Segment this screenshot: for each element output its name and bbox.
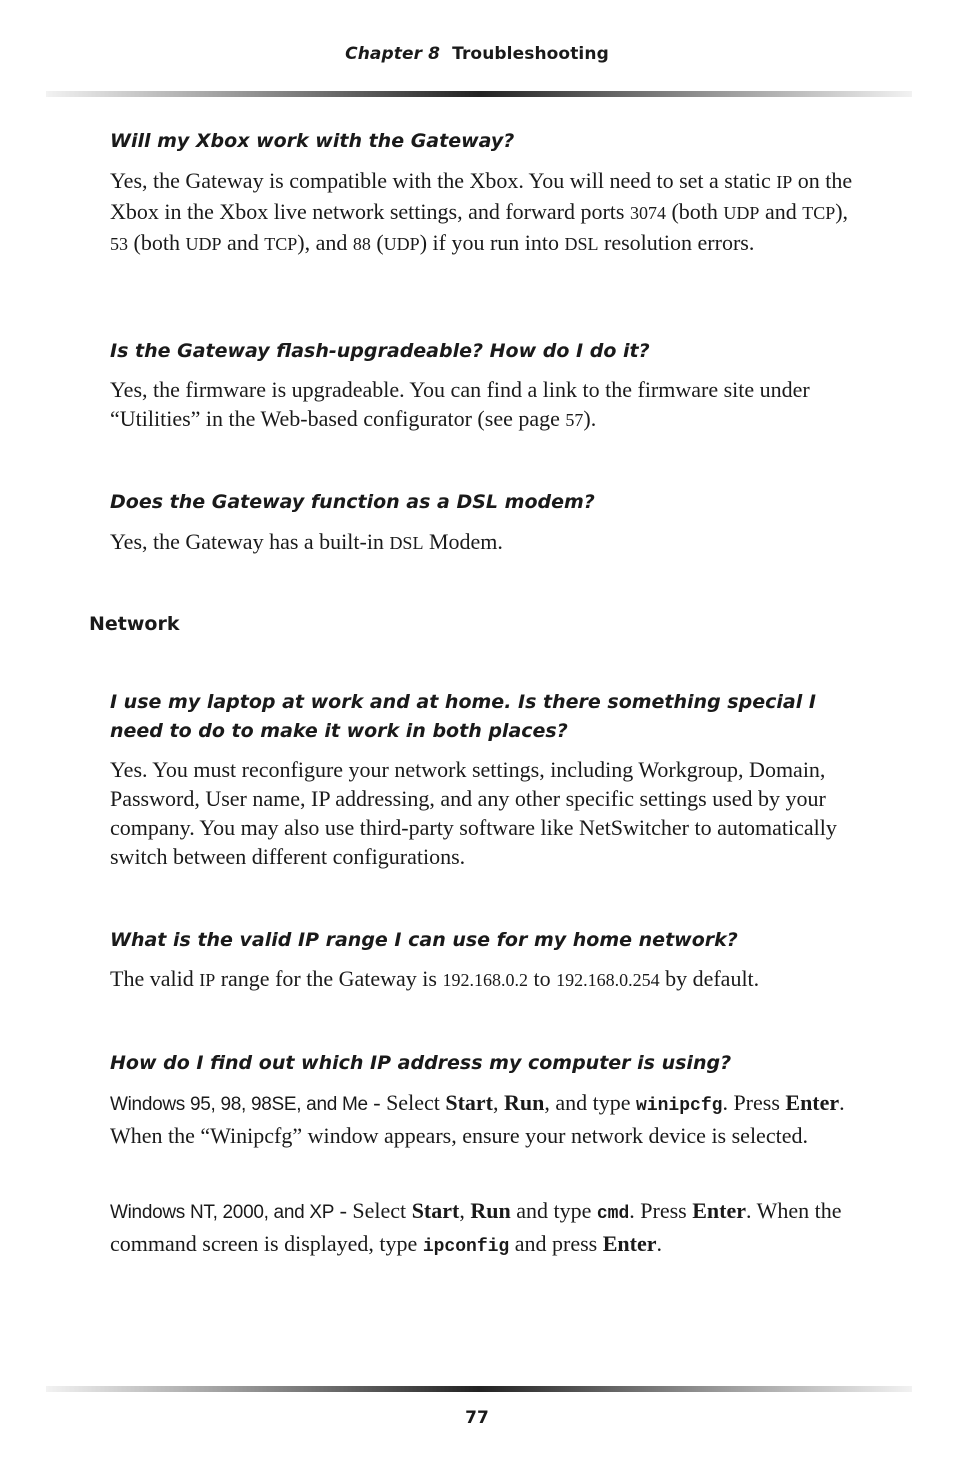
footer-rule [46,1386,912,1392]
faq-answer-dsl-modem: Yes, the Gateway has a built-in DSL Modem. [110,529,503,554]
running-header [0,44,954,64]
faq-answer-ip-range: The valid IP range for the Gateway is 192.168.0.2 to 192.168.0.254 by default. [110,966,760,991]
faq-question-dsl-modem: Does the Gateway function as a DSL modem? [110,491,595,513]
chapter-label: Chapter 8 [345,44,441,64]
section-title-network: Network [89,613,180,635]
header-rule [46,91,912,97]
faq-question-ip-range: What is the valid IP range I can use for my home network? [110,929,738,951]
faq-question-laptop: I use my laptop at work and at home. Is there something special I need to do to make it work in both places? [110,691,816,742]
faq-answer-flash: Yes, the firmware is upgradeable. You can find a link to the firmware site under “Utilities” in the Web-based configurator (see page 57). [110,377,810,431]
faq-answer-windows-9x: Windows 95, 98, 98SE, and Me - Select Start, Run, and type winipcfg. Press Enter. When the “Winipcfg” window appears, ensure your network device is selected. [110,1090,845,1148]
faq-answer-xbox: Yes, the Gateway is compatible with the Xbox. You will need to set a static IP on the Xbox in the Xbox live network settings, and forward ports 3074 (both UDP and TCP), 53 (both UDP and TCP), and 88 (UDP) if you run into DSL resolution errors. [110,168,853,255]
faq-question-find-ip: How do I find out which IP address my computer is using? [110,1052,732,1074]
page-number: 77 [465,1408,489,1428]
faq-question-xbox: Will my Xbox work with the Gateway? [110,130,515,152]
faq-answer-laptop: Yes. You must reconfigure your network settings, including Workgroup, Domain, Password, User name, IP addressing, and any other specific settings used by your company. You may also use third-party software like NetSwitcher to automatically switch between different configurations. [110,757,837,869]
faq-answer-windows-nt: Windows NT, 2000, and XP - Select Start, Run and type cmd. Press Enter. When the command screen is displayed, type ipconfig and press Enter. [110,1198,842,1257]
faq-question-flash: Is the Gateway flash-upgradeable? How do I do it? [110,340,650,362]
chapter-title: Troubleshooting [452,44,609,64]
